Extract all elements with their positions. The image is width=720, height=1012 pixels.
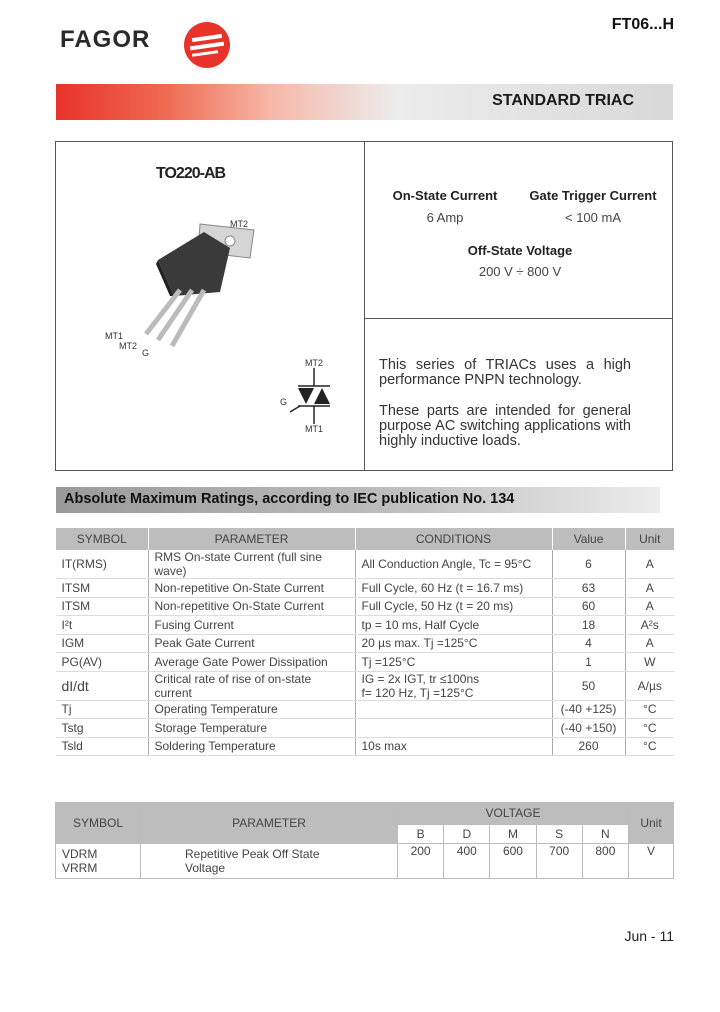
unit-cell: A²s [625, 616, 674, 635]
symbol-cell: ITSM [56, 579, 149, 598]
parameter-cell: Peak Gate Current [148, 634, 355, 653]
symbol-cell: I²t [56, 616, 149, 635]
value-cell: 4 [552, 634, 625, 653]
description-para-2: These parts are intended for general purpose AC switching applications with highly inductive loads. [379, 403, 631, 449]
table-row [56, 671, 675, 700]
parameter-cell: Soldering Temperature [148, 737, 355, 756]
gate-trigger-label: Gate Trigger Current [529, 188, 657, 203]
on-state-value: 6 Amp [426, 210, 464, 225]
voltage-value: 700 [536, 844, 582, 879]
voltage-value: 800 [582, 844, 628, 879]
parameter-line: Voltage [185, 861, 226, 875]
divider [364, 141, 365, 471]
conditions-cell: 20 µs max. Tj =125°C [355, 634, 552, 653]
brand-name: FAGOR [60, 26, 151, 53]
grade-header: D [444, 824, 490, 843]
voltage-value: 600 [490, 844, 536, 879]
unit-cell: °C [625, 700, 674, 719]
conditions-cell: All Conduction Angle, Tc = 95°C [355, 550, 552, 579]
parameter-cell: Critical rate of rise of on-state current [148, 671, 355, 700]
conditions-cell [355, 719, 552, 738]
conditions-cell: tp = 10 ms, Half Cycle [355, 616, 552, 635]
value-cell: 260 [552, 737, 625, 756]
symbol-cell: IGM [56, 634, 149, 653]
symbol-cell [56, 844, 141, 879]
part-number: FT06...H [611, 16, 674, 33]
symbol-label: MT2 [305, 358, 323, 368]
column-header: Unit [629, 803, 674, 844]
table-row [56, 653, 675, 672]
parameter-cell: Non-repetitive On-State Current [148, 579, 355, 598]
table-row [56, 700, 675, 719]
conditions-line: f= 120 Hz, Tj =125°C [361, 685, 474, 700]
grade-header: M [490, 824, 536, 843]
parameter-line: Repetitive Peak Off State [185, 847, 320, 861]
parameter-cell: Storage Temperature [148, 719, 355, 738]
column-header: VOLTAGE [398, 803, 629, 825]
unit-cell: A [625, 579, 674, 598]
off-state-value: 200 V ÷ 800 V [478, 264, 562, 279]
column-header: SYMBOL [56, 528, 149, 550]
voltage-table [55, 802, 674, 879]
ratings-title: Absolute Maximum Ratings, according to IEC publication No. 134 [64, 491, 515, 507]
grade-header: S [536, 824, 582, 843]
table-header-row [56, 528, 675, 550]
parameter-cell: Average Gate Power Dissipation [148, 653, 355, 672]
fagor-logo-icon [178, 20, 238, 70]
pin-label: G [142, 348, 150, 358]
parameter-cell: Non-repetitive On-State Current [148, 597, 355, 616]
grade-header: B [398, 824, 444, 843]
table-row [56, 579, 675, 598]
table-row [56, 550, 675, 579]
voltage-value: 200 [398, 844, 444, 879]
column-header: Value [552, 528, 625, 550]
value-cell: (-40 +125) [552, 700, 625, 719]
column-header: SYMBOL [56, 803, 141, 844]
column-header: PARAMETER [148, 528, 355, 550]
conditions-cell: Full Cycle, 60 Hz (t = 16.7 ms) [355, 579, 552, 598]
symbol-value: VRRM [62, 861, 98, 875]
table-row [56, 737, 675, 756]
gate-trigger-value: < 100 mA [564, 210, 621, 225]
to220-package-icon [100, 212, 260, 362]
unit-cell: W [625, 653, 674, 672]
symbol-cell: dI/dt [56, 671, 149, 700]
off-state-label: Off-State Voltage [467, 243, 573, 258]
pin-label: MT2 [119, 341, 137, 351]
column-header: Unit [625, 528, 674, 550]
unit-cell: A [625, 550, 674, 579]
table-row [56, 719, 675, 738]
symbol-cell: Tstg [56, 719, 149, 738]
symbol-label: MT1 [305, 424, 323, 434]
page-title: STANDARD TRIAC [492, 92, 634, 109]
pin-label: MT1 [105, 331, 123, 341]
value-cell: 50 [552, 671, 625, 700]
table-row [56, 634, 675, 653]
unit-cell: A/µs [625, 671, 674, 700]
table-row [56, 616, 675, 635]
value-cell: (-40 +150) [552, 719, 625, 738]
unit-cell: A [625, 597, 674, 616]
ratings-table [55, 528, 674, 756]
description-para-1: This series of TRIACs uses a high performance PNPN technology. [379, 357, 631, 388]
column-header: CONDITIONS [355, 528, 552, 550]
value-cell: 6 [552, 550, 625, 579]
conditions-cell: Tj =125°C [355, 653, 552, 672]
symbol-label: G [280, 397, 288, 407]
unit-value: V [629, 844, 674, 879]
symbol-cell: PG(AV) [56, 653, 149, 672]
ratings-body [56, 550, 675, 756]
symbol-cell: Tj [56, 700, 149, 719]
pin-label: MT2 [230, 219, 248, 229]
value-cell: 63 [552, 579, 625, 598]
conditions-line: IG = 2x IGT, tr ≤100ns [361, 671, 480, 686]
table-row [56, 597, 675, 616]
symbol-value: VDRM [62, 847, 98, 861]
conditions-cell: Full Cycle, 50 Hz (t = 20 ms) [355, 597, 552, 616]
value-cell: 60 [552, 597, 625, 616]
divider [364, 318, 673, 319]
conditions-cell [355, 700, 552, 719]
unit-cell: A [625, 634, 674, 653]
parameter-cell [141, 844, 398, 879]
footer-date: Jun - 11 [624, 928, 674, 944]
conditions-cell: 10s max [355, 737, 552, 756]
parameter-cell: Operating Temperature [148, 700, 355, 719]
symbol-cell: ITSM [56, 597, 149, 616]
package-name: TO220-AB [156, 165, 226, 182]
voltage-value: 400 [444, 844, 490, 879]
parameter-cell: RMS On-state Current (full sine wave) [148, 550, 355, 579]
on-state-label: On-State Current [392, 188, 498, 203]
unit-cell: °C [625, 719, 674, 738]
unit-cell: °C [625, 737, 674, 756]
value-cell: 1 [552, 653, 625, 672]
grade-header: N [582, 824, 628, 843]
conditions-cell [355, 671, 552, 700]
symbol-cell: IT(RMS) [56, 550, 149, 579]
symbol-cell: Tsld [56, 737, 149, 756]
value-cell: 18 [552, 616, 625, 635]
triac-symbol-icon [290, 368, 340, 430]
column-header: PARAMETER [141, 803, 398, 844]
parameter-cell: Fusing Current [148, 616, 355, 635]
